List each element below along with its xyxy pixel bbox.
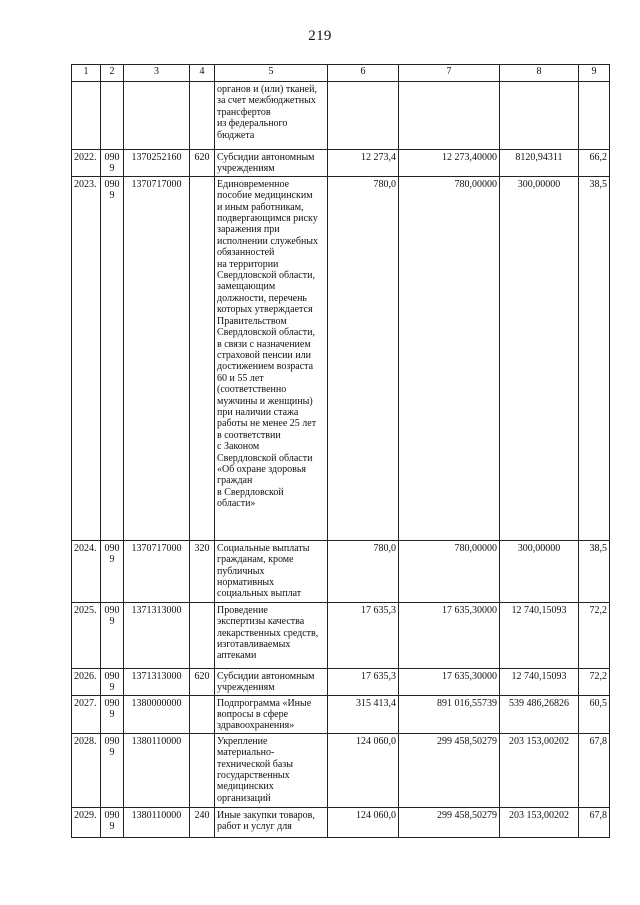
section-code [101, 82, 124, 150]
execution-percent [579, 82, 610, 150]
execution-percent: 60,5 [579, 695, 610, 733]
expense-type [190, 82, 215, 150]
executed-amount: 300,00000 [500, 176, 579, 540]
execution-percent: 72,2 [579, 668, 610, 695]
section-code: 0909 [101, 695, 124, 733]
table-row [72, 807, 610, 837]
table-row [72, 176, 610, 540]
section-code: 0909 [101, 150, 124, 177]
planned-amount: 17 635,3 [328, 668, 399, 695]
target-code: 1380110000 [124, 733, 190, 807]
column-header: 7 [399, 65, 500, 82]
item-name: органов и (или) тканей, за счет межбюджетных трансфертов из федерального бюджета [215, 82, 328, 150]
executed-amount [500, 82, 579, 150]
expense-type [190, 176, 215, 540]
table-row [72, 540, 610, 602]
section-code: 0909 [101, 602, 124, 668]
row-number: 2023. [72, 176, 101, 540]
item-name: Социальные выплаты гражданам, кроме публичных нормативных социальных выплат [215, 540, 328, 602]
executed-amount: 300,00000 [500, 540, 579, 602]
approved-amount: 299 458,50279 [399, 807, 500, 837]
item-name: Иные закупки товаров, работ и услуг для [215, 807, 328, 837]
section-code: 0909 [101, 176, 124, 540]
row-number: 2022. [72, 150, 101, 177]
executed-amount: 539 486,26826 [500, 695, 579, 733]
approved-amount: 12 273,40000 [399, 150, 500, 177]
table-body [72, 65, 610, 838]
row-number: 2026. [72, 668, 101, 695]
target-code: 1370717000 [124, 176, 190, 540]
row-number: 2027. [72, 695, 101, 733]
planned-amount: 12 273,4 [328, 150, 399, 177]
target-code: 1370252160 [124, 150, 190, 177]
execution-percent: 67,8 [579, 733, 610, 807]
column-header: 8 [500, 65, 579, 82]
execution-percent: 38,5 [579, 176, 610, 540]
approved-amount: 17 635,30000 [399, 668, 500, 695]
column-header: 5 [215, 65, 328, 82]
item-name: Проведение экспертизы качества лекарственных средств, изготавливаемых аптеками [215, 602, 328, 668]
column-header: 4 [190, 65, 215, 82]
executed-amount: 203 153,00202 [500, 807, 579, 837]
item-name: Подпрограмма «Иные вопросы в сфере здравоохранения» [215, 695, 328, 733]
target-code: 1380110000 [124, 807, 190, 837]
approved-amount [399, 82, 500, 150]
row-number: 2024. [72, 540, 101, 602]
row-number: 2025. [72, 602, 101, 668]
section-code: 0909 [101, 807, 124, 837]
budget-table [71, 64, 610, 838]
planned-amount: 780,0 [328, 176, 399, 540]
column-header: 9 [579, 65, 610, 82]
executed-amount: 8120,94311 [500, 150, 579, 177]
table-row [72, 82, 610, 150]
approved-amount: 17 635,30000 [399, 602, 500, 668]
target-code [124, 82, 190, 150]
execution-percent: 66,2 [579, 150, 610, 177]
planned-amount: 124 060,0 [328, 733, 399, 807]
row-number [72, 82, 101, 150]
section-code: 0909 [101, 668, 124, 695]
planned-amount: 315 413,4 [328, 695, 399, 733]
target-code: 1371313000 [124, 668, 190, 695]
table-row [72, 733, 610, 807]
execution-percent: 67,8 [579, 807, 610, 837]
target-code: 1370717000 [124, 540, 190, 602]
planned-amount: 17 635,3 [328, 602, 399, 668]
planned-amount: 780,0 [328, 540, 399, 602]
approved-amount: 299 458,50279 [399, 733, 500, 807]
approved-amount: 780,00000 [399, 176, 500, 540]
expense-type: 320 [190, 540, 215, 602]
column-header: 6 [328, 65, 399, 82]
expense-type [190, 733, 215, 807]
expense-type: 240 [190, 807, 215, 837]
item-name: Укрепление материально- технической базы государственных медицинских организаций [215, 733, 328, 807]
row-number: 2028. [72, 733, 101, 807]
item-name: Субсидии автономным учреждениям [215, 150, 328, 177]
execution-percent: 38,5 [579, 540, 610, 602]
expense-type: 620 [190, 150, 215, 177]
table-header-row [72, 65, 610, 82]
table-row [72, 668, 610, 695]
item-name: Единовременное пособие медицинским и иным работникам, подвергающимся риску заражения при исполнении служебных обязанностей на территории Свердловской области, замещающим должности, перечень которых утверждается Правительством Свердловской области, в связи с назначением страховой пенсии или достижением возраста 60 и 55 лет (соответственно мужчины и женщины) при наличии стажа работы не менее 25 лет в соответствии с Законом Свердловской области «Об охране здоровья граждан в Свердловской области» [215, 176, 328, 540]
column-header: 2 [101, 65, 124, 82]
planned-amount [328, 82, 399, 150]
page-number: 219 [308, 28, 332, 44]
executed-amount: 203 153,00202 [500, 733, 579, 807]
approved-amount: 780,00000 [399, 540, 500, 602]
section-code: 0909 [101, 540, 124, 602]
execution-percent: 72,2 [579, 602, 610, 668]
table-row [72, 695, 610, 733]
target-code: 1371313000 [124, 602, 190, 668]
row-number: 2029. [72, 807, 101, 837]
table-row [72, 150, 610, 177]
expense-type [190, 695, 215, 733]
approved-amount: 891 016,55739 [399, 695, 500, 733]
executed-amount: 12 740,15093 [500, 602, 579, 668]
executed-amount: 12 740,15093 [500, 668, 579, 695]
column-header: 1 [72, 65, 101, 82]
item-name: Субсидии автономным учреждениям [215, 668, 328, 695]
section-code: 0909 [101, 733, 124, 807]
expense-type [190, 602, 215, 668]
column-header: 3 [124, 65, 190, 82]
target-code: 1380000000 [124, 695, 190, 733]
table-row [72, 602, 610, 668]
expense-type: 620 [190, 668, 215, 695]
planned-amount: 124 060,0 [328, 807, 399, 837]
